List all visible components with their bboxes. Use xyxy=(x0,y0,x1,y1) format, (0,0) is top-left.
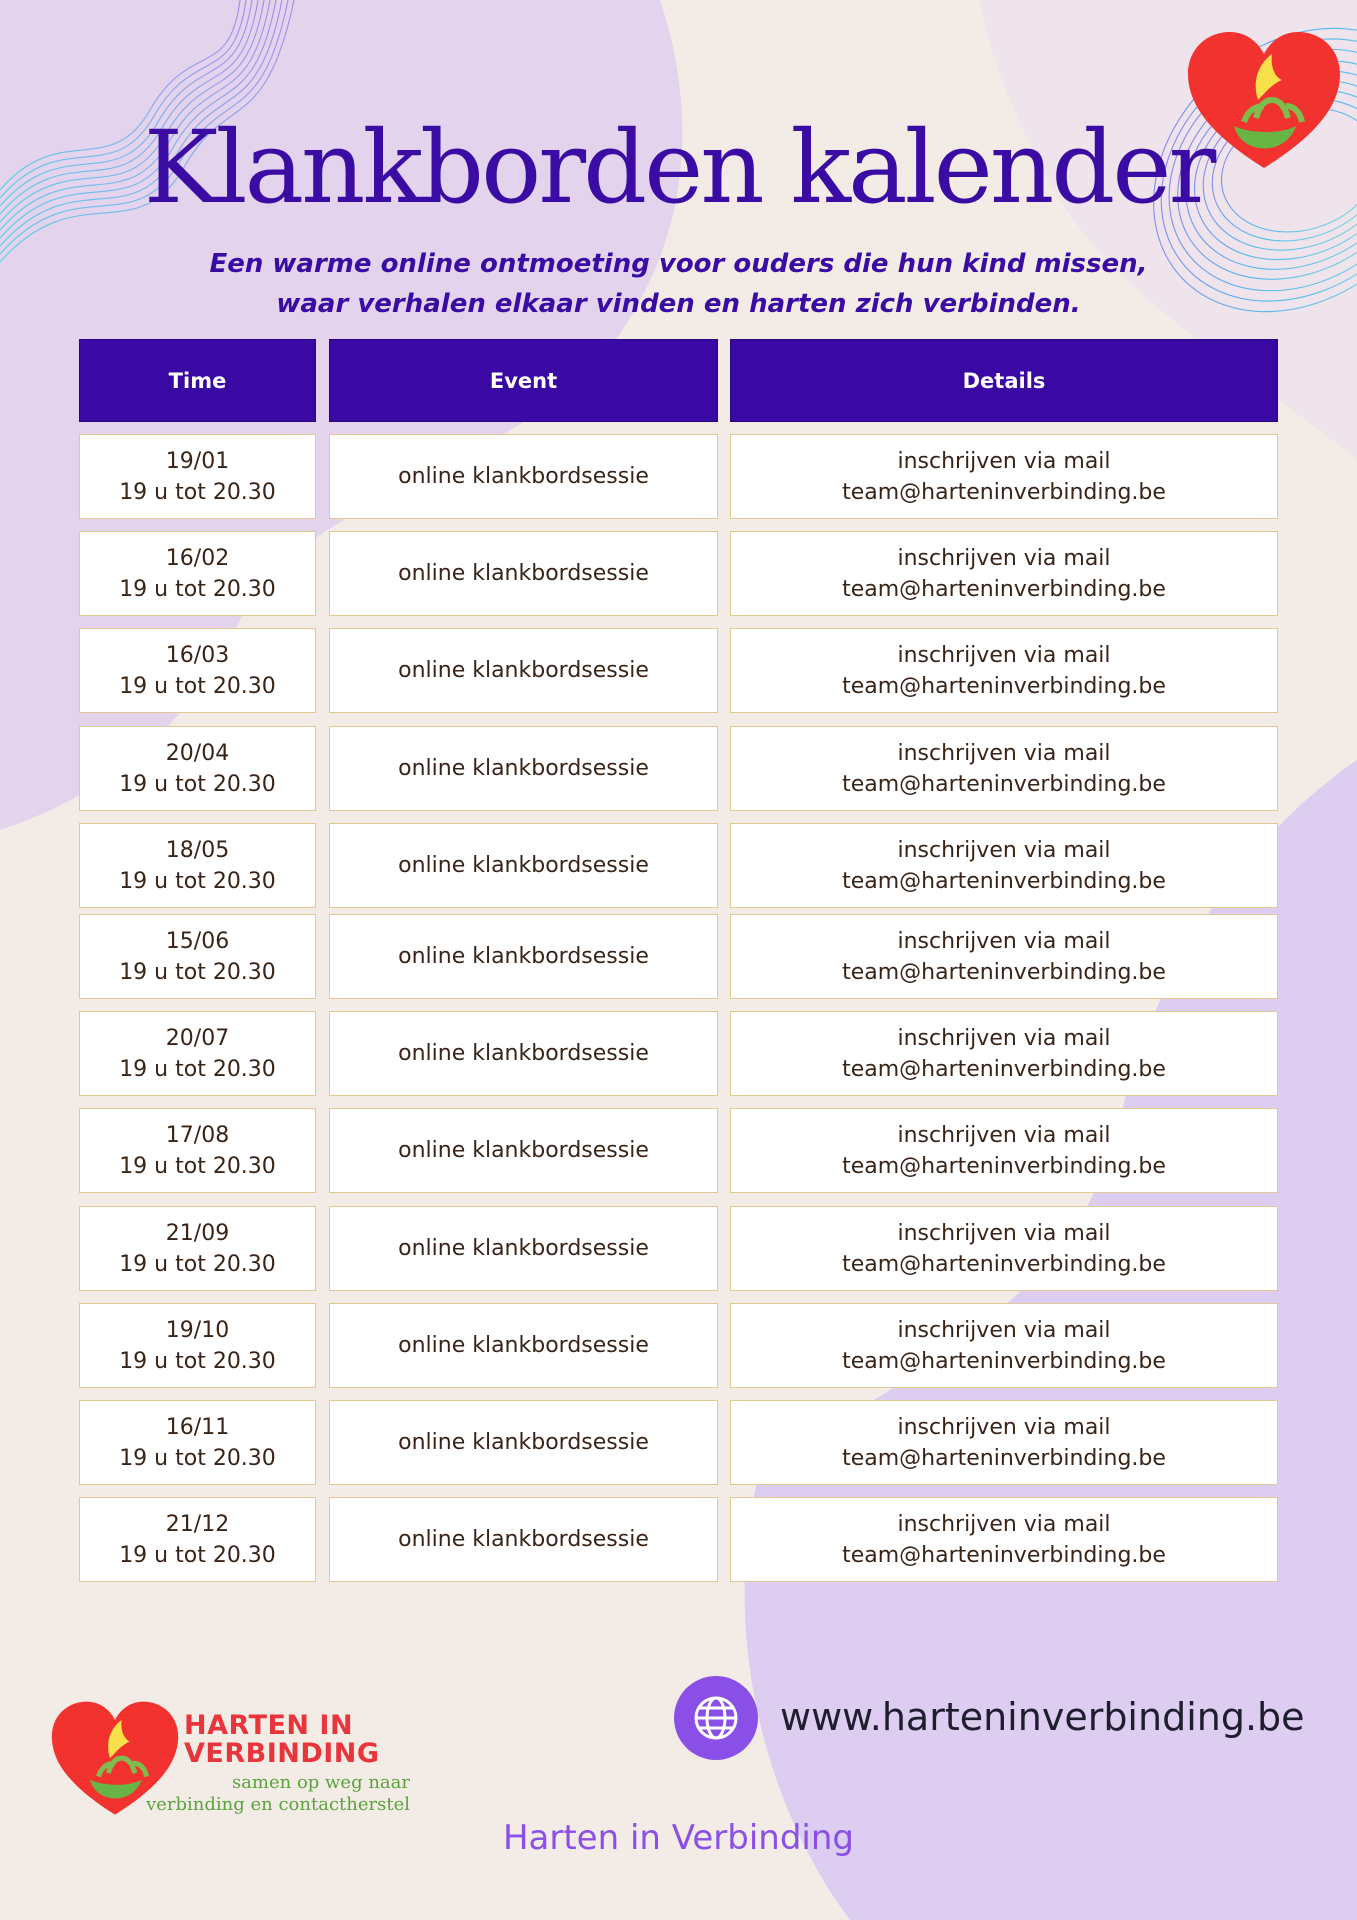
row-time: 19 u tot 20.30 xyxy=(119,576,276,602)
row-date: 16/03 xyxy=(165,642,230,668)
row-email-link[interactable]: team@harteninverbinding.be xyxy=(842,1542,1166,1568)
row-time: 19 u tot 20.30 xyxy=(119,1056,276,1082)
subtitle-line-1: Een warme online ontmoeting voor ouders die hun kind missen, xyxy=(209,249,1148,279)
row-date: 20/07 xyxy=(165,1025,230,1051)
row-details-label: inschrijven via mail xyxy=(897,545,1111,571)
table-cell-details xyxy=(730,1011,1278,1096)
table-cell-event xyxy=(329,1497,718,1582)
row-event: online klankbordsessie xyxy=(398,944,649,969)
row-details-label: inschrijven via mail xyxy=(897,1414,1111,1440)
row-date: 21/12 xyxy=(165,1511,230,1537)
table-cell-details xyxy=(730,1497,1278,1582)
table-cell-time xyxy=(79,1497,316,1582)
footer-organization-name: Harten in Verbinding xyxy=(502,1818,855,1858)
row-event: online klankbordsessie xyxy=(398,658,649,683)
row-details-label: inschrijven via mail xyxy=(897,1025,1111,1051)
logo-tagline-line-2: verbinding en contactherstel xyxy=(146,1794,410,1815)
table-header-event: Event xyxy=(329,339,718,422)
row-date: 19/01 xyxy=(165,448,230,474)
row-time: 19 u tot 20.30 xyxy=(119,1445,276,1471)
row-details-label: inschrijven via mail xyxy=(897,740,1111,766)
row-details-label: inschrijven via mail xyxy=(897,1511,1111,1537)
table-header-time: Time xyxy=(79,339,316,422)
table-cell-event xyxy=(329,1303,718,1388)
row-email-link[interactable]: team@harteninverbinding.be xyxy=(842,1153,1166,1179)
table-cell-event xyxy=(329,628,718,713)
table-cell-details xyxy=(730,628,1278,713)
table-cell-time xyxy=(79,1108,316,1193)
table-cell-details xyxy=(730,726,1278,811)
row-email-link[interactable]: team@harteninverbinding.be xyxy=(842,771,1166,797)
row-email-link[interactable]: team@harteninverbinding.be xyxy=(842,868,1166,894)
row-time: 19 u tot 20.30 xyxy=(119,1348,276,1374)
row-time: 19 u tot 20.30 xyxy=(119,1153,276,1179)
table-cell-event xyxy=(329,823,718,908)
website-link[interactable]: www.harteninverbinding.be xyxy=(780,1695,1305,1739)
globe-icon xyxy=(674,1676,758,1760)
row-details-label: inschrijven via mail xyxy=(897,837,1111,863)
table-cell-event xyxy=(329,1108,718,1193)
table-cell-time xyxy=(79,628,316,713)
logo-name-line-2: VERBINDING xyxy=(184,1738,380,1769)
row-details-label: inschrijven via mail xyxy=(897,1220,1111,1246)
row-details-label: inschrijven via mail xyxy=(897,928,1111,954)
row-date: 17/08 xyxy=(165,1122,230,1148)
table-cell-event xyxy=(329,1206,718,1291)
table-cell-details xyxy=(730,434,1278,519)
row-email-link[interactable]: team@harteninverbinding.be xyxy=(842,1251,1166,1277)
table-cell-event xyxy=(329,1011,718,1096)
table-cell-time xyxy=(79,434,316,519)
logo-name xyxy=(184,1712,380,1768)
row-event: online klankbordsessie xyxy=(398,464,649,489)
row-event: online klankbordsessie xyxy=(398,1527,649,1552)
row-email-link[interactable]: team@harteninverbinding.be xyxy=(842,959,1166,985)
row-event: online klankbordsessie xyxy=(398,1333,649,1358)
row-details-label: inschrijven via mail xyxy=(897,448,1111,474)
row-date: 20/04 xyxy=(165,740,230,766)
row-event: online klankbordsessie xyxy=(398,1138,649,1163)
row-time: 19 u tot 20.30 xyxy=(119,1251,276,1277)
row-event: online klankbordsessie xyxy=(398,561,649,586)
row-time: 19 u tot 20.30 xyxy=(119,771,276,797)
page-title: Klankborden kalender xyxy=(143,109,1214,226)
row-event: online klankbordsessie xyxy=(398,1041,649,1066)
subtitle-line-2: waar verhalen elkaar vinden en harten zich verbinden. xyxy=(276,289,1081,319)
table-cell-time xyxy=(79,1206,316,1291)
table-cell-event xyxy=(329,434,718,519)
harten-logo-icon xyxy=(50,1700,180,1818)
row-email-link[interactable]: team@harteninverbinding.be xyxy=(842,1445,1166,1471)
row-date: 15/06 xyxy=(165,928,230,954)
row-time: 19 u tot 20.30 xyxy=(119,959,276,985)
table-cell-event xyxy=(329,726,718,811)
logo-name-line-1: HARTEN IN xyxy=(184,1710,354,1741)
subtitle xyxy=(0,244,1357,324)
table-cell-details xyxy=(730,1108,1278,1193)
row-event: online klankbordsessie xyxy=(398,853,649,878)
row-details-label: inschrijven via mail xyxy=(897,1122,1111,1148)
table-cell-details xyxy=(730,823,1278,908)
table-cell-event xyxy=(329,914,718,999)
row-event: online klankbordsessie xyxy=(398,1236,649,1261)
logo-tagline-line-1: samen op weg naar xyxy=(231,1772,410,1793)
table-cell-time xyxy=(79,531,316,616)
row-time: 19 u tot 20.30 xyxy=(119,868,276,894)
table-cell-details xyxy=(730,914,1278,999)
table-cell-event xyxy=(329,1400,718,1485)
table-cell-event xyxy=(329,531,718,616)
table-cell-details xyxy=(730,1206,1278,1291)
table-header-details: Details xyxy=(730,339,1278,422)
row-event: online klankbordsessie xyxy=(398,756,649,781)
heart-logo-icon xyxy=(1186,30,1342,172)
table-cell-time xyxy=(79,1011,316,1096)
table-cell-details xyxy=(730,531,1278,616)
row-date: 18/05 xyxy=(165,837,230,863)
row-email-link[interactable]: team@harteninverbinding.be xyxy=(842,479,1166,505)
row-email-link[interactable]: team@harteninverbinding.be xyxy=(842,673,1166,699)
row-date: 19/10 xyxy=(165,1317,230,1343)
row-email-link[interactable]: team@harteninverbinding.be xyxy=(842,1056,1166,1082)
row-time: 19 u tot 20.30 xyxy=(119,479,276,505)
row-email-link[interactable]: team@harteninverbinding.be xyxy=(842,1348,1166,1374)
table-cell-time xyxy=(79,823,316,908)
row-event: online klankbordsessie xyxy=(398,1430,649,1455)
table-cell-details xyxy=(730,1303,1278,1388)
row-date: 16/11 xyxy=(165,1414,230,1440)
table-cell-time xyxy=(79,914,316,999)
row-date: 21/09 xyxy=(165,1220,230,1246)
table-cell-time xyxy=(79,1400,316,1485)
table-cell-time xyxy=(79,726,316,811)
row-email-link[interactable]: team@harteninverbinding.be xyxy=(842,576,1166,602)
table-cell-details xyxy=(730,1400,1278,1485)
row-details-label: inschrijven via mail xyxy=(897,1317,1111,1343)
table-cell-time xyxy=(79,1303,316,1388)
row-time: 19 u tot 20.30 xyxy=(119,1542,276,1568)
row-date: 16/02 xyxy=(165,545,230,571)
row-details-label: inschrijven via mail xyxy=(897,642,1111,668)
row-time: 19 u tot 20.30 xyxy=(119,673,276,699)
